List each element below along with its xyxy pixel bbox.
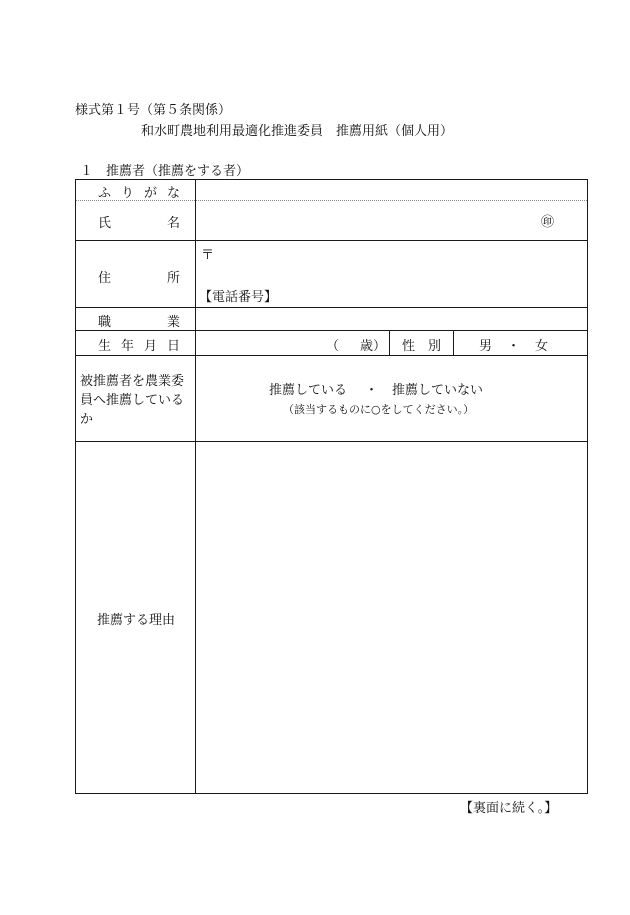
section-heading: １ 推薦者（推薦をする者）: [80, 164, 250, 179]
age-field[interactable]: [340, 332, 360, 354]
name-field[interactable]: [197, 202, 527, 238]
postal-mark: 〒: [201, 248, 215, 263]
name-label-char: 名: [167, 216, 181, 231]
recommending-label-line: 被推薦者を農業委: [80, 374, 185, 389]
selection-note: （該当するものに○をしてください。）: [283, 403, 475, 416]
age-unit: 歳）: [360, 339, 387, 354]
address-field[interactable]: [216, 243, 584, 279]
age-open-paren: （: [326, 339, 340, 354]
name-label-char: 氏: [98, 216, 112, 231]
address-label-char: 住: [98, 271, 112, 286]
reason-field[interactable]: [197, 443, 586, 792]
occupation-label-char: 業: [167, 315, 181, 330]
recommending-label-line: 員へ推薦している: [80, 393, 185, 408]
birthdate-label-char: 月: [144, 339, 158, 354]
form-number: 様式第１号（第５条関係）: [75, 103, 232, 118]
form-title: 和水町農地利用最適化推進委員 推薦用紙（個人用）: [141, 124, 454, 139]
furigana-label-char: り: [121, 186, 135, 201]
birthdate-field[interactable]: [197, 332, 317, 354]
continued-note: 【裏面に続く。】: [460, 801, 558, 816]
occupation-label-char: 職: [98, 315, 112, 330]
occupation-field[interactable]: [197, 309, 586, 329]
birthdate-label-char: 年: [121, 339, 135, 354]
birthdate-label-char: 日: [167, 339, 181, 354]
seal-mark: ㊞: [541, 215, 555, 230]
furigana-label-char: ふ: [98, 186, 112, 201]
sex-label: 性 別: [402, 339, 442, 354]
address-label-char: 所: [167, 271, 181, 286]
option-not-recommending[interactable]: 推薦していない: [392, 383, 484, 398]
sex-option-female[interactable]: 女: [535, 339, 549, 354]
furigana-label-char: な: [167, 186, 181, 201]
furigana-label-char: が: [144, 186, 158, 201]
sex-option-male[interactable]: 男: [479, 339, 493, 354]
reason-label: 推薦する理由: [97, 613, 176, 628]
option-separator: ・: [365, 383, 379, 398]
birthdate-label-char: 生: [98, 339, 112, 354]
furigana-field[interactable]: [197, 181, 586, 199]
recommending-label-line: か: [80, 412, 94, 427]
phone-label: 【電話番号】: [199, 290, 278, 305]
option-recommending[interactable]: 推薦している: [269, 383, 348, 398]
sex-separator: ・: [507, 339, 521, 354]
